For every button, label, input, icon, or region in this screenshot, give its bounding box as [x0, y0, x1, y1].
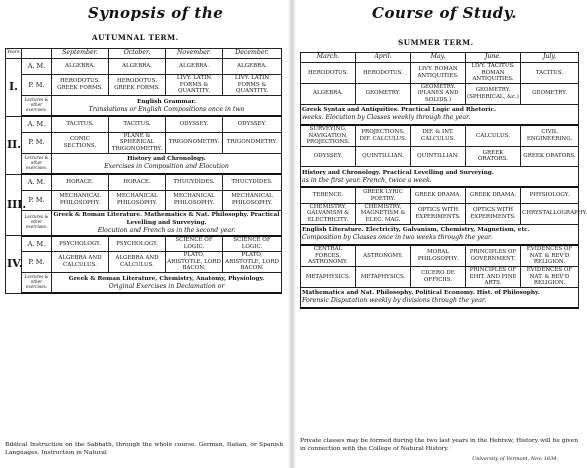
year-lectures-row: [6, 153, 282, 174]
course-cell: PRINCIPLES OF EHIT. AND FINE ARTS.: [466, 266, 521, 287]
course-cell: GREEK ORATORS.: [466, 146, 521, 166]
lectures-cell: [52, 272, 282, 293]
lectures-cell: [301, 104, 579, 125]
course-cell: HERODOTUS.: [356, 63, 411, 84]
year-numeral: I.: [6, 59, 22, 117]
year-am-row: [301, 245, 579, 266]
summer-term-title: SUMMER TERM.: [398, 38, 474, 47]
year-lectures-row: [6, 210, 282, 236]
summer-footer: Private classes may be formed during the two last years in the Hebrew, History will be given in connection with the College of Natural History.: [300, 438, 578, 452]
lectures-cell: [52, 95, 282, 116]
month-header: March.: [301, 53, 356, 63]
year-lectures-row: [6, 272, 282, 293]
course-cell: SURVEYING, NAVIGATION, PROJECTIONS.: [301, 125, 356, 146]
pm-label: P. M.: [22, 190, 52, 210]
course-cell: CICERO DE OFFICIIS.: [411, 266, 466, 287]
year-pm-row: [301, 83, 579, 104]
lectures-line-1: Mathematics and Nat. Philosophy. Political Economy. Hist. of Philosophy.: [302, 290, 540, 297]
course-cell: GEOMETRY.: [356, 83, 411, 104]
month-header: June.: [466, 53, 521, 63]
left-page: [0, 0, 290, 468]
lectures-cell: [301, 166, 579, 187]
year-pm-row: [6, 132, 282, 153]
year-am-row: [301, 125, 579, 146]
course-cell: EVIDENCES OF NAT. & REV'D RELIGION.: [521, 266, 579, 287]
year-pm-row: [6, 252, 282, 273]
course-cell: MECHANICAL PHILOSOPHY.: [166, 190, 223, 210]
course-cell: GREEK DRAMA.: [411, 187, 466, 203]
lectures-line-2: Original Exercises in Declamation or: [108, 282, 225, 290]
lectures-line-1: Greek Syntax and Antiquities. Practical Logic and Rhetoric.: [302, 107, 497, 114]
month-header: December.: [223, 49, 282, 59]
course-cell: SCIENCE OF LOGIC.: [166, 236, 223, 252]
course-cell: TACITUS.: [52, 116, 109, 132]
right-title: Course of Study.: [372, 4, 518, 22]
course-cell: ALGEBRA.: [223, 59, 282, 75]
summer-table: [300, 52, 587, 309]
course-cell: PSYCHOLOGY.: [109, 236, 166, 252]
lectures-label: Lectures & other exercises.: [22, 153, 52, 174]
course-cell: MECHANICAL PHILOSOPHY.: [223, 190, 282, 210]
lectures-label: Lectures & other exercises.: [22, 95, 52, 116]
month-header: October.: [109, 49, 166, 59]
year-lectures-row: [301, 287, 579, 308]
course-cell: ODYSSEY.: [166, 116, 223, 132]
course-cell: HERODOTUS. GREEK FORMS.: [109, 75, 166, 96]
course-cell: HORACE.: [52, 174, 109, 190]
pm-label: P. M.: [22, 132, 52, 153]
lectures-cell: [52, 210, 282, 236]
course-cell: GEOMETRY. (SPHERICAL, &c.): [466, 83, 521, 104]
month-header: September.: [52, 49, 109, 59]
course-cell: PROJECTIONS. DIF. CALCULUS.: [356, 125, 411, 146]
course-cell: GREEK LYRIC POETRY.: [356, 187, 411, 203]
course-cell: TERENCE.: [301, 187, 356, 203]
am-label: A. M.: [22, 174, 52, 190]
course-cell: ALGEBRA.: [109, 59, 166, 75]
course-cell: ALGEBRA AND CALCULUS.: [109, 252, 166, 273]
right-page: [294, 0, 587, 468]
lectures-line-1: History and Chronology.: [127, 156, 206, 163]
month-header: July.: [521, 53, 579, 63]
year-lectures-row: [301, 104, 579, 125]
lectures-line-1: Greek & Roman Literature, Chemistry, Anatomy, Physiology.: [68, 275, 265, 282]
course-cell: DIF. & INT. CALCULUS.: [411, 125, 466, 146]
year-am-row: [301, 187, 579, 203]
autumnal-table: [5, 48, 282, 294]
lectures-cell: [301, 224, 579, 245]
course-cell: TRIGONOMETRY.: [223, 132, 282, 153]
lectures-line-1: English Literature. Electricity, Galvanism, Chemistry, Magnetism, etc.: [302, 227, 530, 234]
lectures-line-2: weeks. Elocution by Classes weekly through the year.: [302, 114, 471, 122]
year-am-row: [6, 174, 282, 190]
course-cell: QUINTILLIAN.: [411, 146, 466, 166]
month-header: November.: [166, 49, 223, 59]
year-pm-row: [301, 203, 579, 224]
course-cell: LIVY. LATIN FORMS & QUANTITY.: [223, 75, 282, 96]
lectures-line-1: Greek & Roman Literature. Mathematics & Nat. Philosophy. Practical Levelling and Surveying.: [53, 211, 280, 226]
autumnal-term-title: AUTUMNAL TERM.: [92, 33, 179, 42]
month-header: April.: [356, 53, 411, 63]
year-pm-row: [6, 75, 282, 96]
course-cell: LIVY. ROMAN ANTIQUITIES.: [411, 63, 466, 84]
course-cell: EVIDENCES OF NAT. & REV'D RELIGION.: [521, 245, 579, 266]
lectures-line-2: as in the first year. French, twice a week.: [302, 176, 432, 184]
course-cell: CALCULUS.: [466, 125, 521, 146]
course-cell: ALGEBRA.: [301, 83, 356, 104]
course-cell: MORAL PHILOSOPHY.: [411, 245, 466, 266]
signature: University of Vermont, Nov. 1834.: [472, 456, 559, 462]
course-cell: ALGEBRA.: [166, 59, 223, 75]
course-cell: CHEMISTRY, MAGNETISM & ELEC. MAG.: [356, 203, 411, 224]
course-cell: THUCYDIDES.: [223, 174, 282, 190]
autumnal-footer: Biblical Instruction on the Sabbath, through the whole course. German, Italian, or Spanish Languages. Instruction in Natural: [5, 442, 283, 456]
summer-header-row: [301, 53, 579, 63]
course-cell: GREEK DRAMA.: [466, 187, 521, 203]
lectures-line-2: Translations or English Compositions once in two: [88, 105, 245, 113]
year-pm-row: [301, 146, 579, 166]
course-cell: PLATO, ARISTOTLE, LORD BACON.: [223, 252, 282, 273]
course-cell: METAPHYSICS.: [356, 266, 411, 287]
course-cell: ASTRONOMY.: [356, 245, 411, 266]
course-cell: OPTICS WITH EXPERIMENTS.: [466, 203, 521, 224]
course-cell: METAPHYSICS.: [301, 266, 356, 287]
left-title: Synopsis of the: [88, 4, 224, 22]
course-cell: PLATO, ARISTOTLE, LORD BACON.: [167, 252, 221, 272]
course-cell: CHRYSTALLOGRAPHY.: [521, 203, 579, 224]
lectures-cell: [301, 287, 579, 308]
course-cell: HERODOTUS. GREEK FORMS.: [52, 75, 109, 96]
course-cell: TACITUS.: [521, 63, 579, 84]
course-cell: OPTICS WITH EXPERIMENTS.: [411, 203, 466, 224]
autumnal-header-row: [6, 49, 282, 59]
course-cell: ALGEBRA AND CALCULUS.: [52, 252, 109, 273]
course-cell: TACITUS.: [109, 116, 166, 132]
am-label: A. M.: [22, 116, 52, 132]
course-cell: CENTRAL FORCES. ASTRONOMY.: [301, 245, 356, 266]
course-cell: CONIC SECTIONS.: [52, 132, 109, 153]
lectures-line-2: Elocution and French as in the second year.: [97, 226, 236, 234]
year-lectures-row: [301, 224, 579, 245]
year-pm-row: [301, 266, 579, 287]
course-cell: LIVY. TACITUS. ROMAN ANTIQUITIES.: [466, 63, 521, 84]
lectures-label: Lectures & other exercises.: [22, 272, 52, 293]
year-lectures-row: [6, 95, 282, 116]
course-cell: CIVIL ENGINEERING.: [521, 125, 579, 146]
course-cell: LIVY. LATIN FORMS & QUANTITY.: [166, 75, 223, 96]
course-cell: PHYSIOLOGY.: [521, 187, 579, 203]
course-cell: ALGEBRA.: [52, 59, 109, 75]
course-cell: PLANE & SPHERICAL TRIGONOMETRY.: [109, 132, 166, 153]
course-cell: HERODOTUS.: [301, 63, 356, 84]
course-cell: TRIGONOMETRY.: [166, 132, 223, 153]
course-cell: MECHANICAL PHILOSOPHY.: [52, 190, 109, 210]
course-cell: THUCYDIDES.: [166, 174, 223, 190]
year-pm-row: [6, 190, 282, 210]
year-numeral: IV.: [6, 236, 22, 294]
course-cell: SCIENCE OF LOGIC.: [223, 236, 282, 252]
year-am-row: [6, 116, 282, 132]
year-am-row: [301, 63, 579, 84]
year-numeral: II.: [6, 116, 22, 174]
year-numeral: III.: [6, 174, 22, 236]
lectures-line-2: Forensic Disputation weekly by divisions through the year.: [302, 297, 487, 305]
lectures-line-2: Composition by Classes once in two weeks through the year.: [302, 234, 493, 242]
course-cell: ODYSSEY.: [301, 146, 356, 166]
course-cell: GEOMETRY.: [521, 83, 579, 104]
course-cell: MECHANICAL PHILOSOPHY.: [109, 190, 166, 210]
pm-label: P. M.: [22, 75, 52, 96]
course-cell: ODYSSEY.: [223, 116, 282, 132]
course-cell: PRINCIPLES OF GOVERNMENT.: [466, 245, 521, 266]
lectures-line-1: History and Chronology. Practical Levelling and Surveying.: [302, 169, 494, 176]
month-header: May.: [411, 53, 466, 63]
course-cell: PSYCHOLOGY.: [52, 236, 109, 252]
course-cell: GEOMETRY. (PLANES AND SOLIDS.): [411, 83, 466, 104]
lectures-line-1: English Grammar.: [137, 98, 196, 105]
course-cell: CHEMISTRY, GALVANISM & ELECTRICITY.: [301, 203, 356, 224]
years-label: Years.: [6, 49, 22, 59]
pm-label: P. M.: [22, 252, 52, 273]
lectures-label: Lectures & other exercises.: [22, 210, 52, 236]
year-am-row: [6, 236, 282, 252]
lectures-cell: [52, 153, 282, 174]
course-cell: HORACE.: [109, 174, 166, 190]
year-am-row: [6, 59, 282, 75]
am-label: A. M.: [22, 59, 52, 75]
course-cell: QUINTILLIAN.: [356, 146, 411, 166]
course-cell: GREEK ORATORS.: [521, 146, 579, 166]
lectures-line-2: Exercises in Composition and Elocution: [104, 163, 229, 171]
am-label: A. M.: [22, 236, 52, 252]
year-lectures-row: [301, 166, 579, 187]
